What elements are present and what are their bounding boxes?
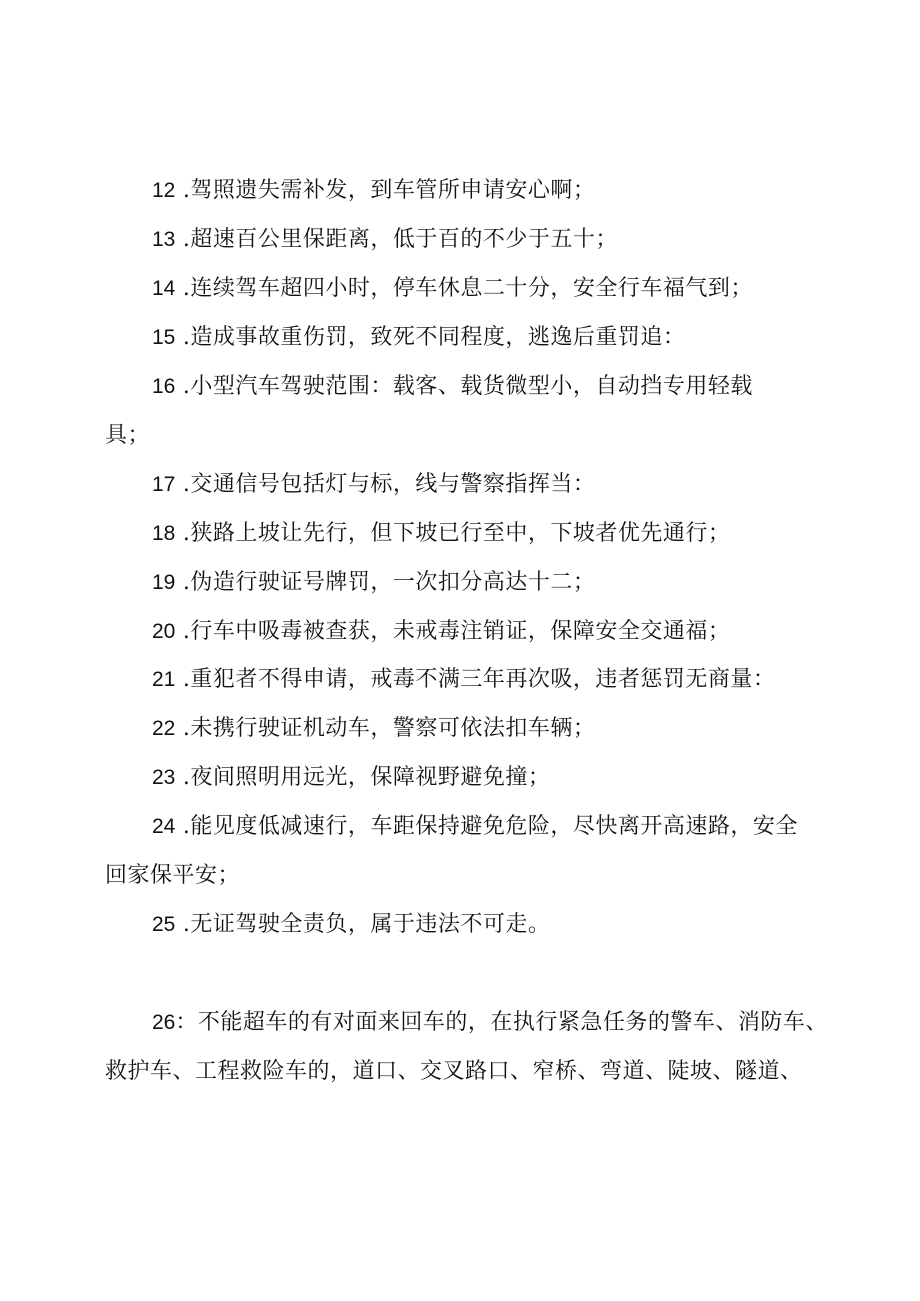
list-item-continuation: 救护车、工程救险车的，道口、交叉路口、窄桥、弯道、陡坡、隧道、 [105, 1059, 803, 1084]
item-number: 16 [152, 375, 176, 398]
item-text: 超速百公里保距离，低于百的不少于五十； [190, 227, 618, 252]
list-item [152, 568, 595, 598]
list-item [152, 714, 595, 744]
item-text: 小型汽车驾驶范围：载客、载货微型小，自动挡专用轻载 [190, 374, 753, 399]
list-item [152, 470, 595, 500]
item-separator: ： [175, 1010, 198, 1035]
item-text: 夜间照明用远光，保障视野避免撞； [190, 765, 551, 790]
list-item [152, 323, 685, 353]
item-text: 狭路上坡让先行，但下坡已行至中，下坡者优先通行； [190, 521, 731, 546]
item-text: 造成事故重伤罚，致死不同程度，逃逸后重罚追： [190, 325, 686, 350]
item-number: 23 [152, 766, 176, 789]
item-separator: . [175, 912, 191, 937]
list-item [152, 812, 798, 842]
item-text: 重犯者不得申请，戒毒不满三年再次吸，违者惩罚无商量： [190, 667, 776, 692]
item-number: 14 [152, 277, 176, 300]
item-number: 21 [152, 668, 176, 691]
item-separator: . [175, 325, 191, 350]
item-separator: . [175, 814, 191, 839]
item-separator: . [175, 570, 191, 595]
list-item [152, 274, 753, 304]
item-separator: . [175, 521, 191, 546]
item-separator: . [175, 374, 191, 399]
item-number: 22 [152, 717, 176, 740]
list-item [152, 763, 550, 793]
item-text: 不能超车的有对面来回车的，在执行紧急任务的警车、消防车、 [197, 1010, 828, 1035]
list-item [152, 665, 775, 695]
list-item [152, 910, 550, 940]
item-separator: . [175, 276, 191, 301]
item-text: 伪造行驶证号牌罚，一次扣分高达十二； [190, 570, 596, 595]
item-separator: . [175, 619, 191, 644]
item-text: 连续驾车超四小时，停车休息二十分，安全行车福气到； [190, 276, 753, 301]
item-text: 驾照遗失需补发，到车管所申请安心啊； [190, 178, 596, 203]
item-text: 交通信号包括灯与标，线与警察指挥当： [190, 472, 596, 497]
item-separator: . [175, 716, 191, 741]
item-number: 24 [152, 815, 176, 838]
item-text: 能见度低减速行，车距保持避免危险，尽快离开高速路，安全 [190, 814, 798, 839]
item-number: 18 [152, 522, 176, 545]
item-separator: . [175, 227, 191, 252]
list-item [152, 176, 595, 206]
list-item [152, 519, 730, 549]
item-text: 无证驾驶全责负，属于违法不可走。 [190, 912, 551, 937]
list-item [152, 225, 618, 255]
item-separator: . [175, 472, 191, 497]
item-text: 行车中吸毒被查获，未戒毒注销证，保障安全交通福； [190, 619, 731, 644]
item-number: 20 [152, 620, 176, 643]
item-number: 12 [152, 179, 176, 202]
item-text: 未携行驶证机动车，警察可依法扣车辆； [190, 716, 596, 741]
list-item-continuation: 回家保平安； [105, 863, 241, 888]
item-number: 19 [152, 571, 176, 594]
item-number: 13 [152, 228, 176, 251]
item-separator: . [175, 765, 191, 790]
list-item-continuation: 具； [105, 423, 151, 448]
list-item [152, 372, 753, 402]
item-number: 15 [152, 326, 176, 349]
item-number: 17 [152, 473, 176, 496]
item-separator: . [175, 178, 191, 203]
list-item [152, 1008, 828, 1038]
item-number: 25 [152, 913, 176, 936]
item-separator: . [175, 667, 191, 692]
list-item [152, 617, 730, 647]
item-number: 26 [152, 1011, 176, 1034]
